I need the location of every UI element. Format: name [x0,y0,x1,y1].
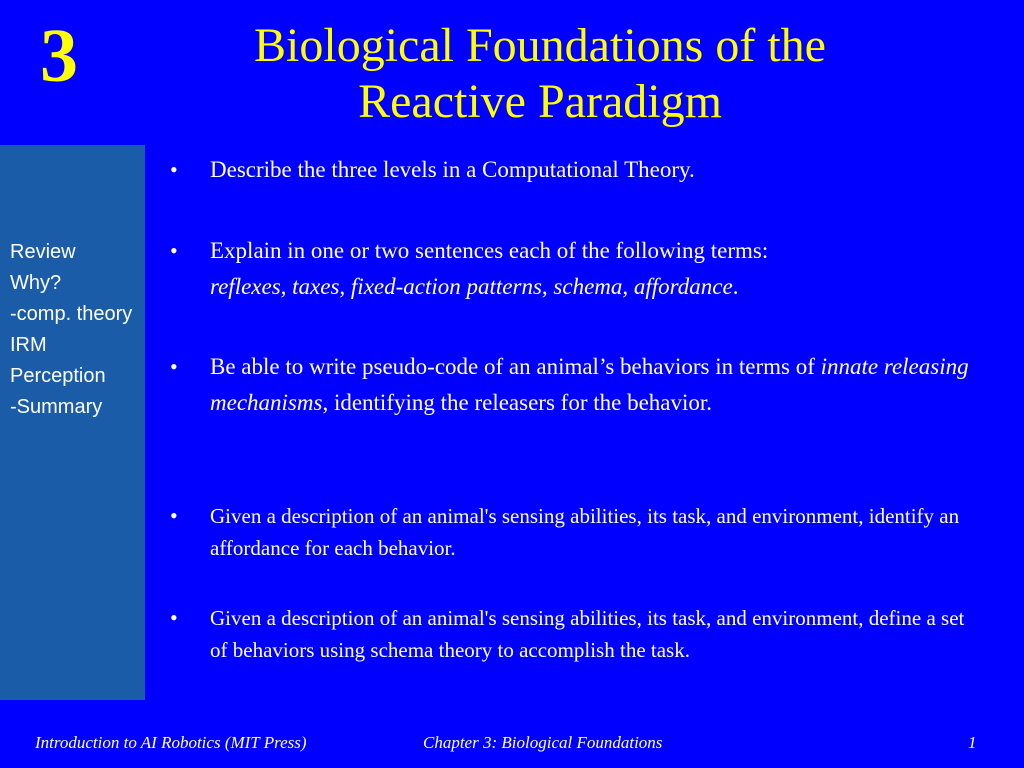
irm-italic: innate releasing mechanisms [210,354,969,415]
bullet-marker: • [170,605,178,630]
sidebar-item-summary: -Summary [10,396,103,418]
sidebar-item-why: Why? [10,272,62,294]
bullet-marker: • [170,238,178,263]
bullet-text-start: Be able to write pseudo-code of an animal’s behaviors in terms of [210,354,815,379]
footer-page-number: 1 [968,733,977,752]
title-line-1: Biological Foundations of the [254,19,826,72]
bullet-marker: • [170,503,178,528]
bullet-text [210,349,980,421]
terms-italic: reflexes, taxes, fixed-action patterns, schema, affordance [210,274,733,299]
chapter-number: 3 [40,14,78,98]
slide-title [230,18,850,130]
bullet-text [210,233,980,305]
title-line-2: Reactive Paradigm [358,75,722,128]
bullet-marker: • [170,157,178,182]
sidebar-item-irm: IRM [10,334,47,356]
bullet-marker: • [170,354,178,379]
bullet-text: Describe the three levels in a Computational Theory. [210,157,695,182]
bullet-text-end: , identifying the releasers for the behavior. [322,390,713,415]
sidebar-list [10,237,132,423]
bullet-text-line: Explain in one or two sentences each of the following terms: [210,238,769,263]
bullet-text-end: . [732,274,739,299]
footer-chapter: Chapter 3: Biological Foundations [423,733,663,752]
sidebar-item-review: Review [10,241,76,263]
sidebar-panel [0,145,145,700]
sidebar-item-perception: Perception [10,365,106,387]
bullet-text: Given a description of an animal's sensing abilities, its task, and environment, identify an affordance for each behavior. [210,504,960,560]
bullet-text: Given a description of an animal's sensing abilities, its task, and environment, define a set of behaviors using schema theory to accomplish the task. [210,606,965,662]
footer [0,733,1024,757]
footer-book-title: Introduction to AI Robotics (MIT Press) [35,733,307,752]
sidebar-item-comp-theory: -comp. theory [10,303,133,325]
